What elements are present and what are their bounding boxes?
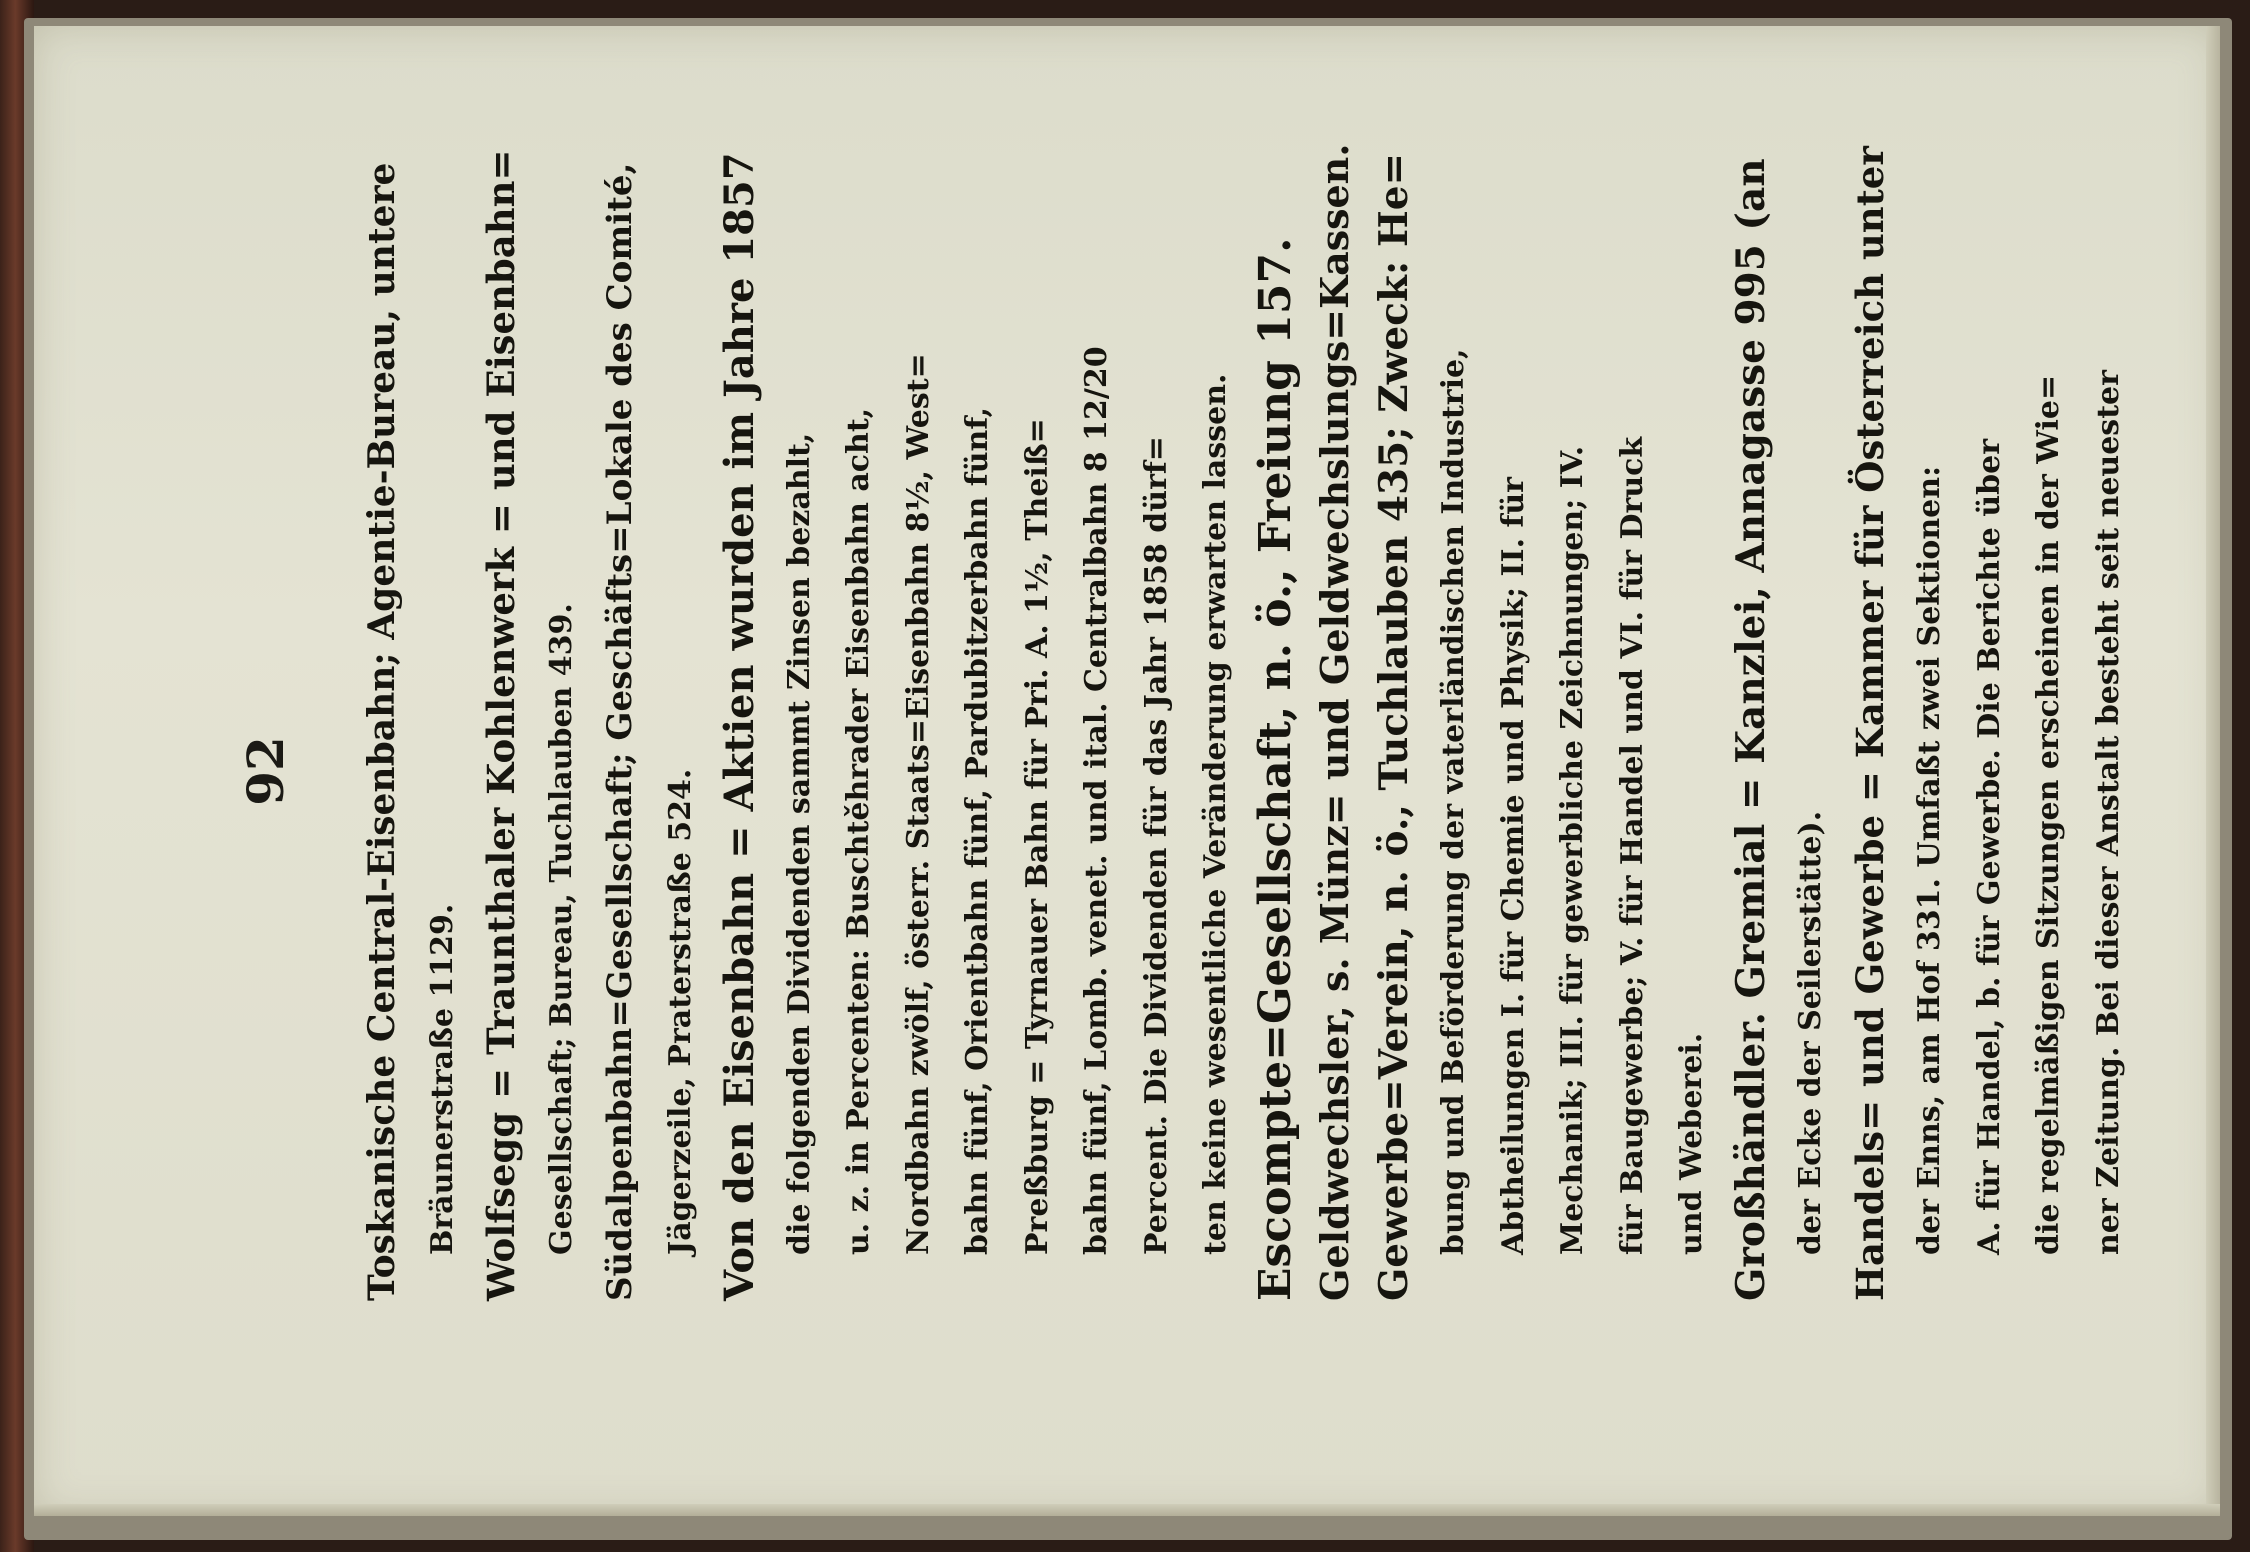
text-line: A. für Handel, b. für Gewerbe. Die Berichte über bbox=[1971, 438, 2007, 1255]
text-line: u. z. in Percenten: Buschtěhrader Eisenbahn acht, bbox=[841, 407, 876, 1255]
body-text bbox=[353, 141, 2138, 1301]
text-line: Gesellschaft; Bureau, Tuchlauben 439. bbox=[543, 603, 579, 1255]
text-line: Jägerzeile, Praterstraße 524. bbox=[662, 768, 698, 1255]
text-line: Wolfsegg = Traunthaler Kohlenwerk = und Eisenbahn= bbox=[479, 149, 523, 1301]
text-line: Percent. Die Dividenden für das Jahr 1858 dürf= bbox=[1138, 436, 1174, 1255]
text-line: für Baugewerbe; V. für Handel und VI. für Druck bbox=[1614, 436, 1650, 1255]
page-number: 92 bbox=[236, 736, 295, 806]
rotated-page-content bbox=[178, 61, 2126, 1481]
text-line: Südalpenbahn=Gesellschaft; Geschäfts=Lokale des Comité, bbox=[600, 162, 640, 1301]
text-line: ner Zeitung. Bei dieser Anstalt besteht seit neuester bbox=[2090, 370, 2126, 1255]
page-edge bbox=[2206, 26, 2220, 1516]
text-line: Nordbahn zwölf, österr. Staats=Eisenbahn 8½, West= bbox=[900, 353, 936, 1255]
text-line: Preßburg = Tyrnauer Bahn für Pri. A. 1½, Theiß= bbox=[1019, 418, 1055, 1255]
text-line: Von den Eisenbahn = Aktien wurden im Jahre 1857 bbox=[716, 152, 763, 1301]
page-edge-bottom bbox=[34, 1504, 2220, 1516]
text-line: bahn fünf, Lomb. venet. und ital. Centralbahn 8 12/20 bbox=[1079, 346, 1114, 1255]
text-line: Bräunerstraße 1129. bbox=[424, 903, 460, 1255]
text-line: der Enns, am Hof 331. Umfaßt zwei Sektionen: bbox=[1912, 465, 1947, 1255]
text-line: die regelmäßigen Sitzungen erscheinen in der Wie= bbox=[2031, 374, 2066, 1255]
text-line: Abtheilungen I. für Chemie und Physik; II. für bbox=[1495, 477, 1531, 1255]
text-line: Mechanik; III. für gewerbliche Zeichnungen; IV. bbox=[1555, 445, 1590, 1255]
text-line: bung und Beförderung der vaterländischen Industrie, bbox=[1436, 348, 1471, 1255]
text-line: Escompte=Gesellschaft, n. ö., Freiung 157. bbox=[1249, 237, 1301, 1301]
text-line: die folgenden Dividenden sammt Zinsen bezahlt, bbox=[781, 432, 817, 1255]
text-line: der Ecke der Seilerstätte). bbox=[1793, 810, 1828, 1255]
text-line: Handels= und Gewerbe = Kammer für Österreich unter bbox=[1847, 146, 1892, 1301]
text-line: Großhändler. Gremial = Kanzlei, Annagasse 995 (an bbox=[1727, 158, 1774, 1301]
text-line: bahn fünf, Orientbahn fünf, Pardubitzerbahn fünf, bbox=[960, 406, 995, 1255]
book-page bbox=[34, 26, 2220, 1516]
text-line: ten keine wesentliche Veränderung erwarten lassen. bbox=[1198, 373, 1233, 1255]
text-line: Toskanische Central-Eisenbahn; Agentie-Bureau, untere bbox=[361, 162, 403, 1301]
text-line: und Weberei. bbox=[1674, 1032, 1709, 1255]
text-line: Geldwechsler, s. Münz= und Geldwechslungs=Kassen. bbox=[1312, 143, 1357, 1301]
text-line: Gewerbe=Verein, n. ö., Tuchlauben 435; Zweck: He= bbox=[1370, 152, 1417, 1301]
